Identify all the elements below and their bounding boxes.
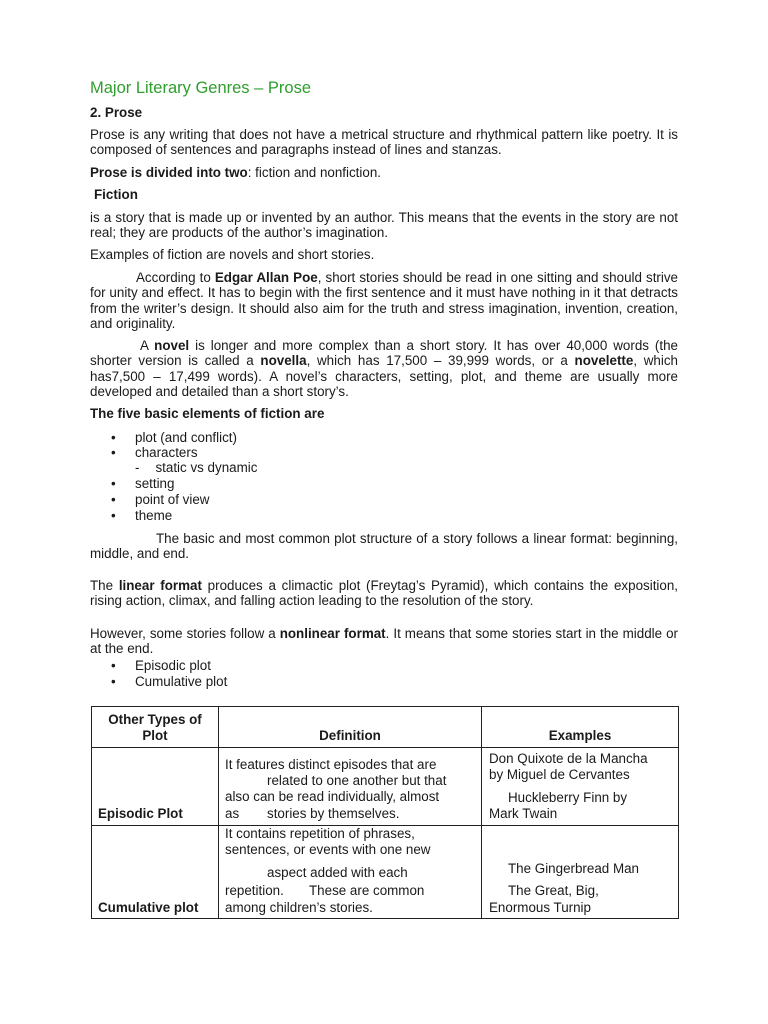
list-item <box>111 492 210 507</box>
novel-term: novel <box>154 338 190 353</box>
bullet-icon: • <box>111 508 116 523</box>
fiction-heading: Fiction <box>94 187 138 202</box>
episodic-plot-name: Episodic Plot <box>98 806 183 821</box>
sub-list-item <box>135 460 257 475</box>
novel-text-1: A <box>140 338 155 353</box>
bullet-icon: • <box>111 476 116 491</box>
poe-paragraph <box>90 270 678 331</box>
novel-text-2: is longer and more complex than a short story. It has over 40,000 words (the shorter version is called a <box>90 338 678 369</box>
definition-line: among children’s stories. <box>225 900 373 915</box>
header-examples-label: Examples <box>548 728 612 743</box>
example-line: The Gingerbread Man <box>508 861 640 876</box>
dash-icon: - <box>135 460 140 475</box>
novel-text-3: , which has 17,500 – 39,999 words, or a <box>306 353 575 369</box>
table-cell-plot-name <box>92 826 219 919</box>
bullet-icon: • <box>111 492 116 507</box>
nonlinear-format-term: nonlinear format <box>279 626 386 641</box>
nonlinear-format-paragraph <box>90 626 678 657</box>
header-definition-label: Definition <box>319 728 381 743</box>
novel-paragraph <box>90 338 678 399</box>
poe-pre: According to <box>136 270 215 285</box>
cumulative-plot-name: Cumulative plot <box>98 900 199 915</box>
fiction-examples-paragraph: Examples of fiction are novels and short stories. <box>90 247 375 262</box>
table-header-definition <box>219 707 482 748</box>
list-item-label: Cumulative plot <box>135 674 228 689</box>
list-item <box>111 430 237 445</box>
bullet-icon: • <box>111 658 116 673</box>
list-item <box>111 658 211 673</box>
list-item-label: theme <box>135 508 173 523</box>
linear-intro-paragraph: The basic and most common plot structure of a story follows a linear format: beginning, middle, and end. <box>90 531 678 562</box>
prose-division-text: : fiction and nonfiction. <box>247 165 381 180</box>
prose-definition-paragraph: Prose is any writing that does not have a metrical structure and rhythmical pattern like poetry. It is composed of sentences and paragraphs instead of lines and stanzas. <box>90 127 678 158</box>
definition-line: aspect added with each <box>267 865 408 880</box>
elements-heading: The five basic elements of fiction are <box>90 406 325 421</box>
header-type-line-2: Plot <box>142 728 168 743</box>
example-line: by Miguel de Cervantes <box>489 767 630 782</box>
definition-line: as <box>225 806 240 821</box>
definition-line: It features distinct episodes that are <box>225 757 437 772</box>
definition-line: sentences, or events with one new <box>225 842 431 857</box>
table-row <box>92 826 679 919</box>
list-item-label: plot (and conflict) <box>135 430 237 445</box>
table-cell-examples <box>482 748 679 826</box>
bullet-icon: • <box>111 674 116 689</box>
linear-format-term: linear format <box>118 578 202 593</box>
example-line: Enormous Turnip <box>489 900 591 915</box>
fiction-definition-paragraph: is a story that is made up or invented by an author. This means that the events in the story are not real; they are products of the author’s imagination. <box>90 210 678 241</box>
example-line: Huckleberry Finn by <box>508 790 628 805</box>
linear-format-paragraph <box>90 578 678 609</box>
definition-line: stories by themselves. <box>267 806 400 821</box>
prose-division-bold: Prose is divided into two <box>90 165 248 180</box>
example-line: Mark Twain <box>489 806 558 821</box>
table-header-type <box>92 707 219 748</box>
table-cell-examples <box>482 826 679 919</box>
page-title: Major Literary Genres – Prose <box>90 79 312 97</box>
table-row <box>92 748 679 826</box>
list-item <box>111 508 173 523</box>
table-header-row <box>92 707 679 748</box>
nonlinear-text-2: . It means that some stories start in the middle or at the end. <box>90 626 678 657</box>
section-heading: 2. Prose <box>90 105 143 120</box>
table-cell-definition <box>219 826 482 919</box>
definition-line: also can be read individually, almost <box>225 789 440 804</box>
list-item-label: Episodic plot <box>135 658 211 673</box>
definition-line: It contains repetition of phrases, <box>225 826 415 841</box>
bullet-icon: • <box>111 445 116 460</box>
novelette-term: novelette <box>574 353 634 369</box>
example-line: The Great, Big, <box>508 883 599 898</box>
list-item <box>111 445 198 460</box>
nonlinear-text-1: However, some stories follow a <box>90 626 280 641</box>
linear-text-2: produces a climactic plot (Freytag’s Pyramid), which contains the exposition, rising action, climax, and falling action leading to the resolution of the story. <box>90 578 679 609</box>
poe-post: , short stories should be read in one sitting and should strive for unity and effect. It has to begin with the first sentence and it must have nothing in it that detracts from the writer’s design. It should also aim for the truth and stress imagination, invention, creation, and originality. <box>90 270 678 331</box>
list-item-label: point of view <box>135 492 210 507</box>
definition-line: repetition. <box>225 883 284 898</box>
list-item-label: setting <box>135 476 175 491</box>
linear-text-1: The <box>90 578 119 593</box>
definition-line: These are common <box>309 883 425 898</box>
sub-list-item-label: static vs dynamic <box>155 460 258 475</box>
table-header-examples <box>482 707 679 748</box>
header-type-line-1: Other Types of <box>108 712 202 727</box>
list-item <box>111 476 175 491</box>
novella-term: novella <box>260 353 307 369</box>
example-line: Don Quixote de la Mancha <box>489 751 648 766</box>
prose-division-paragraph <box>90 165 678 180</box>
list-item <box>111 674 228 689</box>
plot-types-table <box>91 706 679 919</box>
poe-name: Edgar Allan Poe <box>214 270 318 285</box>
table-cell-plot-name <box>92 748 219 826</box>
novel-text-4: , which has7,500 – 17,499 words). A novel’s characters, setting, plot, and theme are usually more developed and detailed than a short story’s. <box>90 353 678 399</box>
definition-line: related to one another but that <box>267 773 447 788</box>
table-cell-definition <box>219 748 482 826</box>
list-item-label: characters <box>135 445 198 460</box>
bullet-icon: • <box>111 430 116 445</box>
